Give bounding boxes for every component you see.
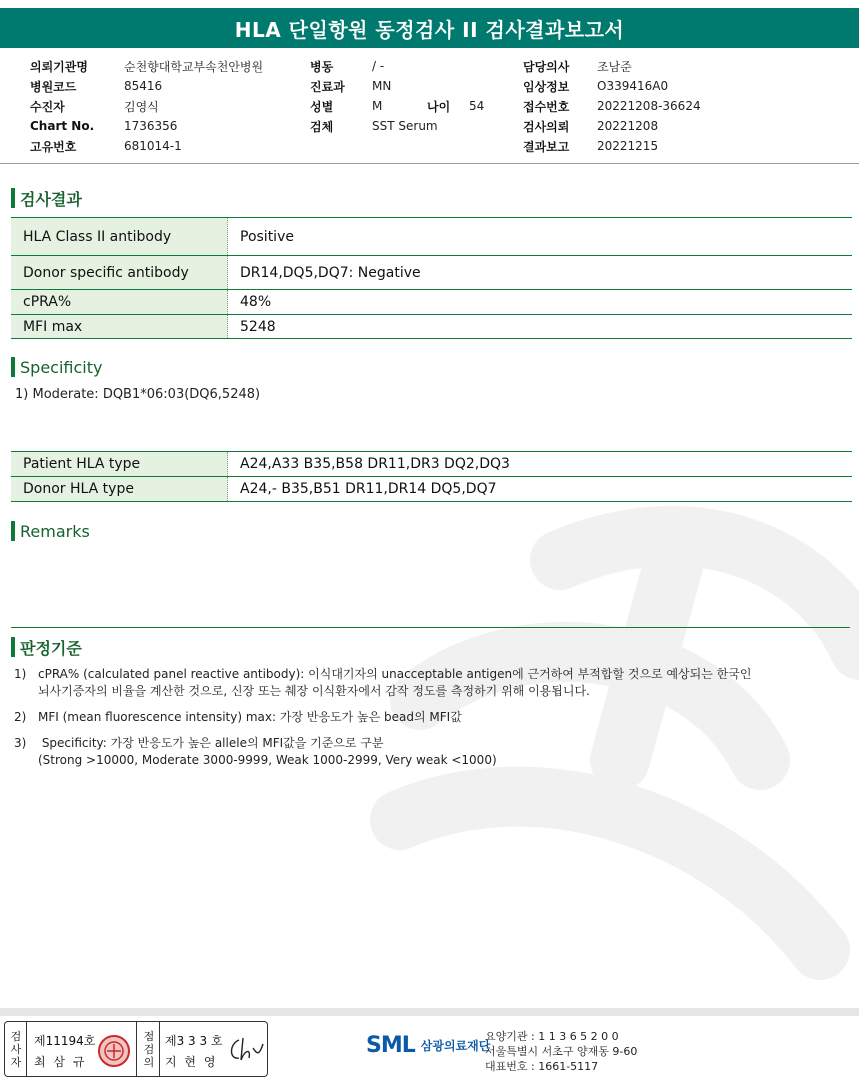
patient-info-col2: [310, 56, 484, 136]
patient-info-col3: [523, 56, 701, 156]
inspector-label: [7, 1030, 25, 1069]
criteria-number: 1): [14, 667, 27, 681]
criteria-number: 2): [14, 710, 27, 724]
org-name: 삼광의료재단: [420, 1038, 491, 1053]
remarks-heading-text: Remarks: [20, 521, 90, 541]
results-heading-text: 검사결과: [20, 189, 82, 209]
row-label: MFI max: [11, 315, 228, 338]
criteria-heading: [11, 636, 82, 658]
confirm-license: 제3 3 3 호: [165, 1034, 223, 1048]
inspector-seal-stamp: [97, 1034, 131, 1068]
criteria-heading-text: 판정기준: [20, 638, 82, 658]
hla-type-table: [11, 451, 852, 502]
row-value: DR14,DQ5,DQ7: Negative: [240, 264, 421, 281]
inspector-name: 최 삼 규: [34, 1055, 87, 1069]
table-row: [11, 218, 852, 256]
signature-box: [4, 1021, 268, 1077]
row-label: cPRA%: [11, 290, 228, 314]
footer-band: [0, 1008, 859, 1016]
field-label: 임상정보: [523, 79, 570, 94]
section-marker: [11, 188, 15, 208]
table-row: [11, 452, 852, 477]
results-table: [11, 217, 852, 339]
header-divider: [0, 163, 859, 164]
row-label: HLA Class II antibody: [11, 218, 228, 255]
criteria-item: [14, 709, 462, 726]
confirm-name: 지 현 영: [165, 1055, 218, 1069]
org-info: [485, 1029, 637, 1074]
table-row: [11, 315, 852, 339]
section-marker: [11, 521, 15, 541]
field-label: 담당의사: [523, 59, 570, 74]
criteria-line: cPRA% (calculated panel reactive antibody): 이식대기자의 unacceptable antigen에 근거하여 부적합할 것으로 예상되는 한국인: [38, 667, 752, 681]
field-label: 나이: [427, 99, 451, 114]
box-divider: [159, 1022, 160, 1076]
field-label: Chart No.: [30, 119, 95, 133]
section-marker: [11, 637, 15, 657]
box-divider: [136, 1022, 137, 1076]
row-value: 48%: [240, 294, 272, 310]
field-label: 의뢰기관명: [30, 59, 88, 74]
specificity-heading-text: Specificity: [20, 357, 103, 377]
field-label: 접수번호: [523, 99, 570, 114]
report-title: HLA 단일항원 동정검사 II 검사결과보고서: [0, 8, 859, 48]
sex-value: M: [372, 99, 383, 113]
hospital-name: 순천향대학교부속천안병원: [124, 59, 264, 74]
row-value: Positive: [240, 228, 294, 245]
sml-logo-text: SML: [366, 1032, 415, 1058]
chart-number: 1736356: [124, 119, 178, 133]
row-label: Patient HLA type: [11, 452, 228, 476]
row-label: Donor specific antibody: [11, 256, 228, 289]
report-date: 20221215: [597, 139, 659, 153]
department-value: MN: [372, 79, 392, 93]
remarks-heading: [11, 520, 90, 542]
doctor-name: 조남준: [597, 59, 632, 74]
box-divider: [26, 1022, 27, 1076]
field-label: 병동: [310, 59, 334, 74]
criteria-line: 뇌사기증자의 비율을 계산한 것으로, 신장 또는 췌장 이식환자에서 감작 정도를 측정하기 위해 이용됩니다.: [38, 684, 590, 698]
table-row: [11, 290, 852, 315]
table-row: [11, 477, 852, 502]
criteria-line: MFI (mean fluorescence intensity) max: 가장 반응도가 높은 bead의 MFI값: [38, 710, 462, 724]
request-date: 20221208: [597, 119, 659, 133]
clinical-info: O339416A0: [597, 79, 669, 93]
hospital-code: 85416: [124, 79, 163, 93]
inspector-label-text: 검사자: [10, 1030, 22, 1069]
criteria-line: Specificity: 가장 반응도가 높은 allele의 MFI값을 기준으로 구분: [38, 736, 384, 750]
org-info-line: 서울특별시 서초구 양재동 9-60: [485, 1045, 638, 1058]
row-value: A24,- B35,B51 DR11,DR14 DQ5,DQ7: [240, 481, 497, 497]
table-row: [11, 256, 852, 290]
field-label: 성별: [310, 99, 334, 114]
sml-logo: [366, 1027, 490, 1063]
field-label: 결과보고: [523, 139, 570, 154]
ward-value: / -: [372, 59, 385, 73]
confirm-label-text: 점검의: [143, 1030, 155, 1069]
criteria-line: (Strong >10000, Moderate 3000-9999, Weak 1000-2999, Very weak <1000): [38, 753, 497, 767]
unique-id: 681014-1: [124, 139, 182, 153]
row-label: Donor HLA type: [11, 477, 228, 501]
row-value: 5248: [240, 318, 276, 335]
specificity-line: 1) Moderate: DQB1*06:03(DQ6,5248): [15, 387, 261, 402]
patient-info-col1: [30, 56, 263, 156]
inspector-license: 제11194호: [34, 1034, 96, 1048]
field-label: 검체: [310, 119, 334, 134]
org-info-line: 요양기관 : 1 1 3 6 5 2 0 0: [485, 1030, 619, 1043]
specimen-value: SST Serum: [372, 119, 438, 133]
row-value: A24,A33 B35,B58 DR11,DR3 DQ2,DQ3: [240, 456, 510, 472]
signature-image: [225, 1034, 265, 1066]
criteria-number: 3): [14, 736, 27, 750]
specificity-heading: [11, 356, 102, 378]
criteria-item: [14, 666, 751, 700]
age-value: 54: [469, 99, 485, 113]
results-heading: [11, 187, 82, 209]
confirm-label: [140, 1030, 158, 1069]
criteria-divider: [11, 627, 850, 628]
field-label: 수진자: [30, 99, 65, 114]
receipt-number: 20221208-36624: [597, 99, 701, 113]
field-label: 고유번호: [30, 139, 77, 154]
field-label: 진료과: [310, 79, 345, 94]
criteria-item: [14, 735, 497, 769]
field-label: 검사의뢰: [523, 119, 570, 134]
field-label: 병원코드: [30, 79, 77, 94]
patient-name: 김영식: [124, 99, 159, 114]
section-marker: [11, 357, 15, 377]
org-info-line: 대표번호 : 1661-5117: [485, 1060, 599, 1073]
